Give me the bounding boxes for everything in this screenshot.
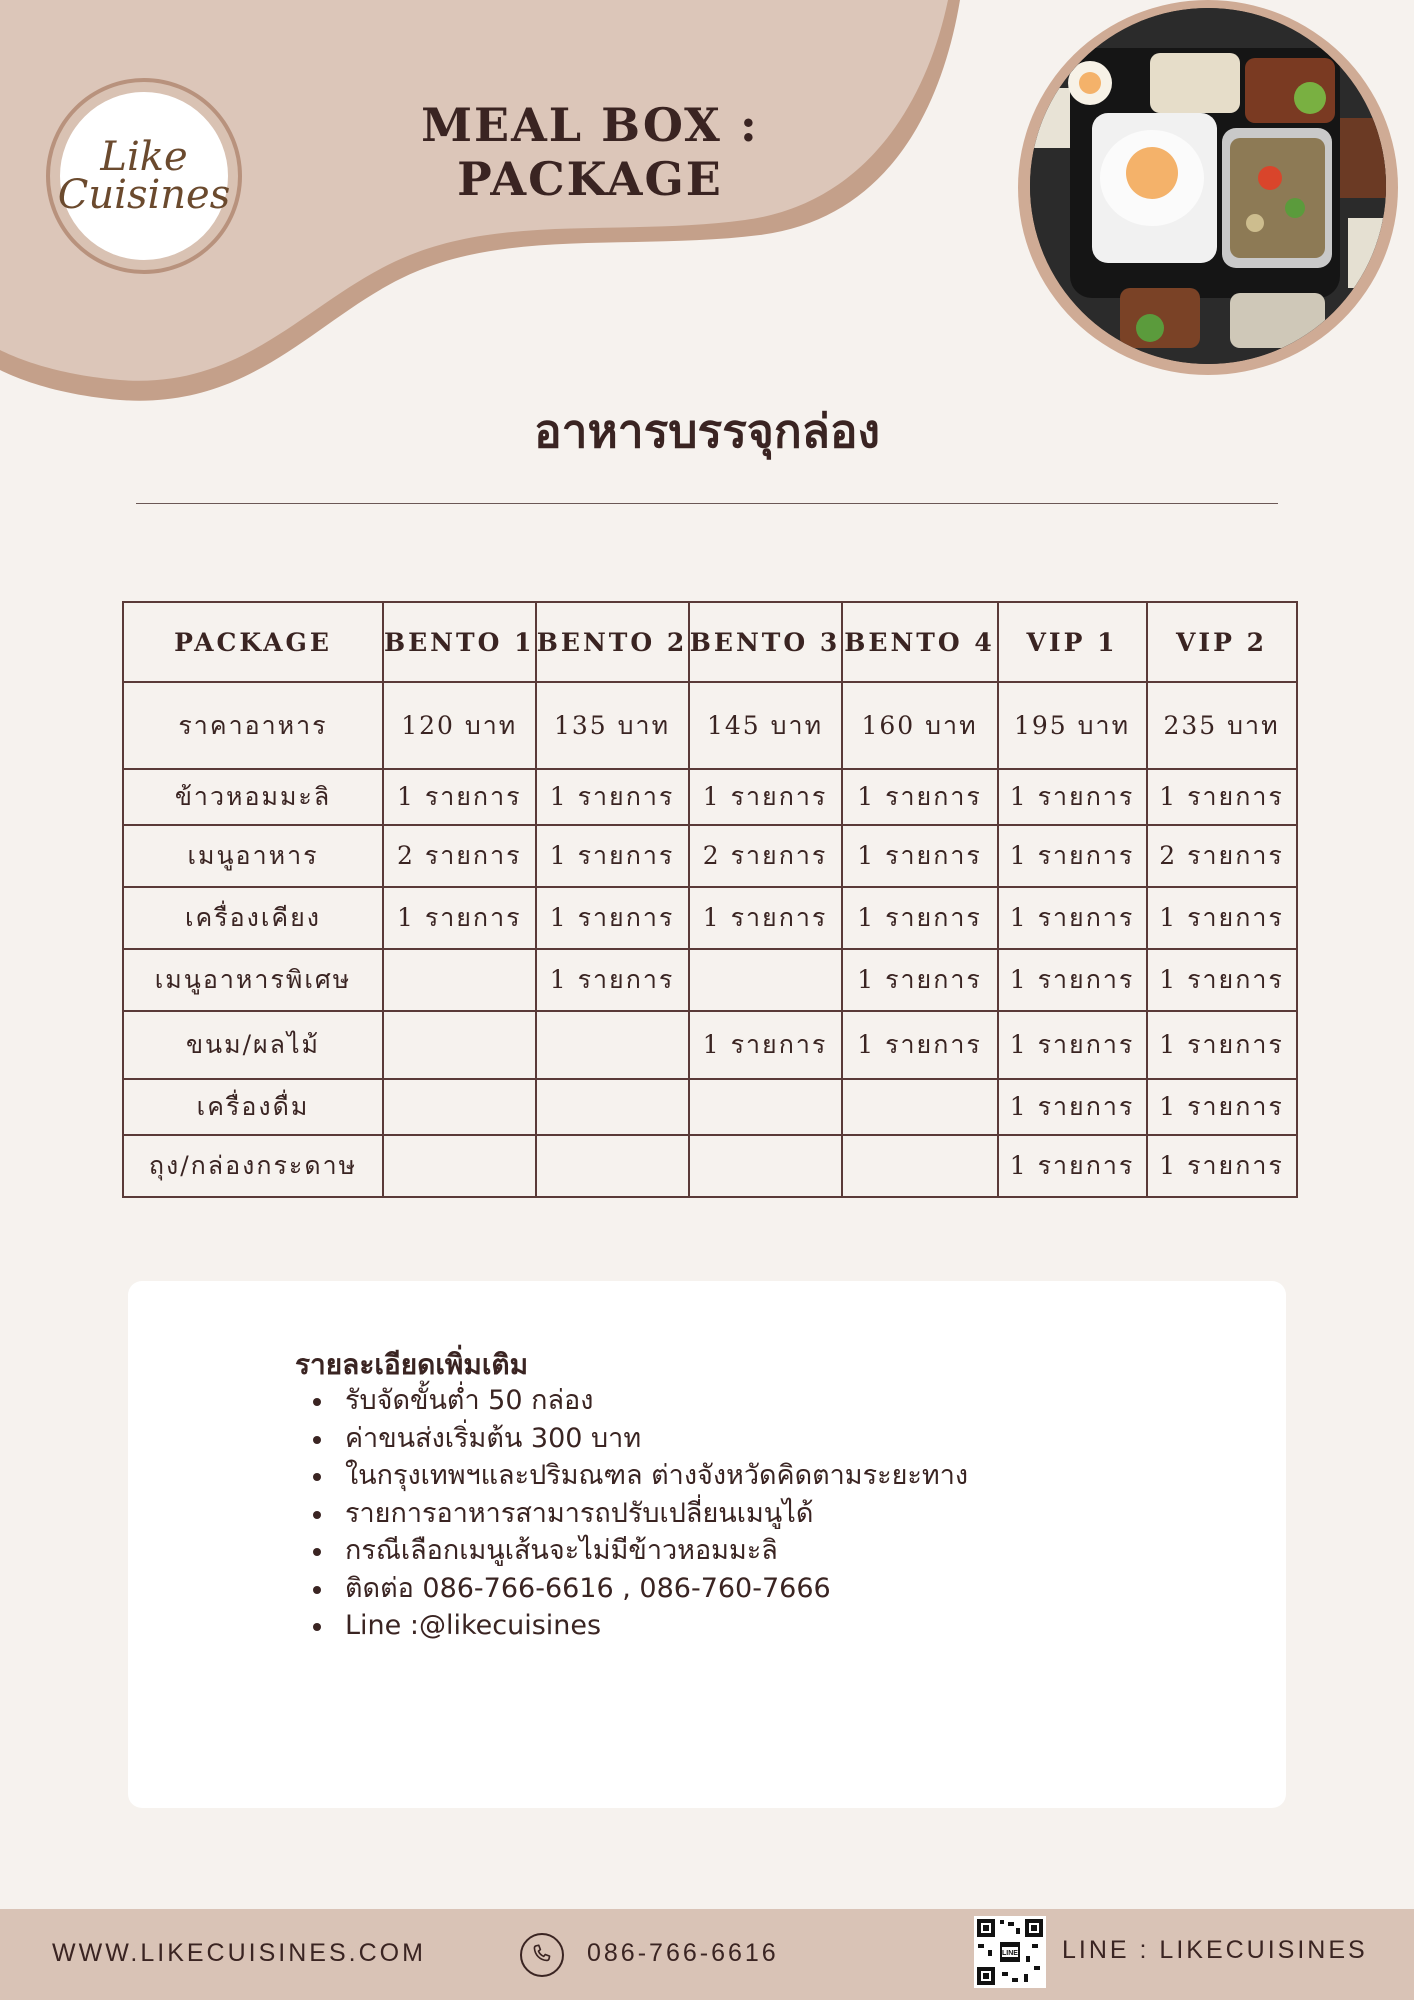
table-cell xyxy=(536,1079,689,1135)
table-cell: 1 รายการ xyxy=(689,887,842,949)
table-row xyxy=(123,1135,1297,1197)
details-title: รายละเอียดเพิ่มเติม xyxy=(295,1348,529,1381)
title-divider xyxy=(136,503,1278,504)
column-header: VIP 2 xyxy=(1147,602,1297,682)
table-row xyxy=(123,682,1297,769)
footer-website-link[interactable]: WWW.LIKECUISINES.COM xyxy=(52,1939,426,1967)
table-cell xyxy=(383,949,536,1011)
package-table xyxy=(122,601,1298,1198)
list-item: ติดต่อ 086-766-6616 , 086-760-7666 xyxy=(295,1570,968,1608)
qr-graphic xyxy=(974,1916,1046,1988)
table-cell xyxy=(689,1079,842,1135)
table-cell: 2 รายการ xyxy=(1147,825,1297,887)
details-list xyxy=(295,1382,968,1645)
list-item: Line :@likecuisines xyxy=(295,1607,968,1645)
column-header: VIP 1 xyxy=(998,602,1147,682)
table-cell: 1 รายการ xyxy=(998,1135,1147,1197)
column-header: BENTO 3 xyxy=(689,602,842,682)
table-cell: 2 รายการ xyxy=(689,825,842,887)
table-cell: 1 รายการ xyxy=(383,769,536,825)
thai-title: อาหารบรรจุกล่อง xyxy=(533,404,880,458)
table-cell xyxy=(689,1135,842,1197)
table-cell: 1 รายการ xyxy=(1147,1079,1297,1135)
table-cell: 1 รายการ xyxy=(998,769,1147,825)
table-cell: 2 รายการ xyxy=(383,825,536,887)
footer-line-id[interactable]: LINE : LIKECUISINES xyxy=(1062,1936,1368,1964)
table-cell: 1 รายการ xyxy=(536,887,689,949)
table-cell: 135 บาท xyxy=(536,682,689,769)
row-label: ราคาอาหาร xyxy=(123,682,383,769)
page-title: MEAL BOX : PACKAGE xyxy=(421,98,759,206)
table-cell: 145 บาท xyxy=(689,682,842,769)
row-label: เมนูอาหารพิเศษ xyxy=(123,949,383,1011)
column-header: BENTO 4 xyxy=(842,602,998,682)
meal-box-photo xyxy=(1030,8,1386,364)
table-row xyxy=(123,1011,1297,1079)
table-cell: 1 รายการ xyxy=(1147,887,1297,949)
row-label: ข้าวหอมมะลิ xyxy=(123,769,383,825)
table-cell: 1 รายการ xyxy=(998,1079,1147,1135)
bento-illustration xyxy=(1030,8,1386,364)
table-cell xyxy=(536,1135,689,1197)
table-cell: 1 รายการ xyxy=(383,887,536,949)
table-cell: 1 รายการ xyxy=(842,1011,998,1079)
table-cell xyxy=(383,1079,536,1135)
list-item: กรณีเลือกเมนูเส้นจะไม่มีข้าวหอมมะลิ xyxy=(295,1532,968,1570)
table-cell: 1 รายการ xyxy=(842,949,998,1011)
row-label: ขนม/ผลไม้ xyxy=(123,1011,383,1079)
table-row xyxy=(123,769,1297,825)
table-cell: 1 รายการ xyxy=(998,949,1147,1011)
table-header-row xyxy=(123,602,1297,682)
logo-text-line1: Like xyxy=(100,134,188,180)
phone-icon xyxy=(520,1933,564,1977)
row-label: เครื่องเคียง xyxy=(123,887,383,949)
phone-glyph xyxy=(529,1942,555,1968)
table-cell: 235 บาท xyxy=(1147,682,1297,769)
table-row xyxy=(123,887,1297,949)
table-cell xyxy=(383,1011,536,1079)
table-cell: 1 รายการ xyxy=(842,769,998,825)
table-row xyxy=(123,949,1297,1011)
table-cell: 1 รายการ xyxy=(1147,1011,1297,1079)
table-row xyxy=(123,1079,1297,1135)
table-cell: 1 รายการ xyxy=(998,887,1147,949)
table-cell: 1 รายการ xyxy=(536,769,689,825)
table-cell: 1 รายการ xyxy=(689,1011,842,1079)
list-item: รายการอาหารสามารถปรับเปลี่ยนเมนูได้ xyxy=(295,1495,968,1533)
logo-text-line2: Cuisines xyxy=(57,172,231,218)
table-cell: 1 รายการ xyxy=(1147,1135,1297,1197)
table-cell xyxy=(383,1135,536,1197)
row-label: เมนูอาหาร xyxy=(123,825,383,887)
table-cell: 1 รายการ xyxy=(998,825,1147,887)
footer-phone-number[interactable]: 086-766-6616 xyxy=(587,1939,779,1967)
table-cell: 1 รายการ xyxy=(689,769,842,825)
line-qr-code xyxy=(974,1916,1046,1988)
table-cell: 1 รายการ xyxy=(1147,769,1297,825)
table-cell xyxy=(689,949,842,1011)
row-label: เครื่องดื่ม xyxy=(123,1079,383,1135)
list-item: รับจัดขั้นต่ำ 50 กล่อง xyxy=(295,1382,968,1420)
table-cell xyxy=(842,1135,998,1197)
table-row xyxy=(123,825,1297,887)
table-cell xyxy=(842,1079,998,1135)
list-item: ค่าขนส่งเริ่มต้น 300 บาท xyxy=(295,1420,968,1458)
table-cell: 120 บาท xyxy=(383,682,536,769)
brand-logo xyxy=(50,82,238,270)
table-cell: 160 บาท xyxy=(842,682,998,769)
qr-label: LINE xyxy=(1002,1950,1018,1957)
table-cell: 195 บาท xyxy=(998,682,1147,769)
table-cell: 1 รายการ xyxy=(842,825,998,887)
column-header: BENTO 1 xyxy=(383,602,536,682)
table-cell xyxy=(536,1011,689,1079)
column-header: PACKAGE xyxy=(123,602,383,682)
table-cell: 1 รายการ xyxy=(1147,949,1297,1011)
column-header: BENTO 2 xyxy=(536,602,689,682)
table-cell: 1 รายการ xyxy=(536,825,689,887)
table-cell: 1 รายการ xyxy=(536,949,689,1011)
table-cell: 1 รายการ xyxy=(998,1011,1147,1079)
table-cell: 1 รายการ xyxy=(842,887,998,949)
list-item: ในกรุงเทพฯและปริมณฑล ต่างจังหวัดคิดตามระยะทาง xyxy=(295,1457,968,1495)
row-label: ถุง/กล่องกระดาษ xyxy=(123,1135,383,1197)
